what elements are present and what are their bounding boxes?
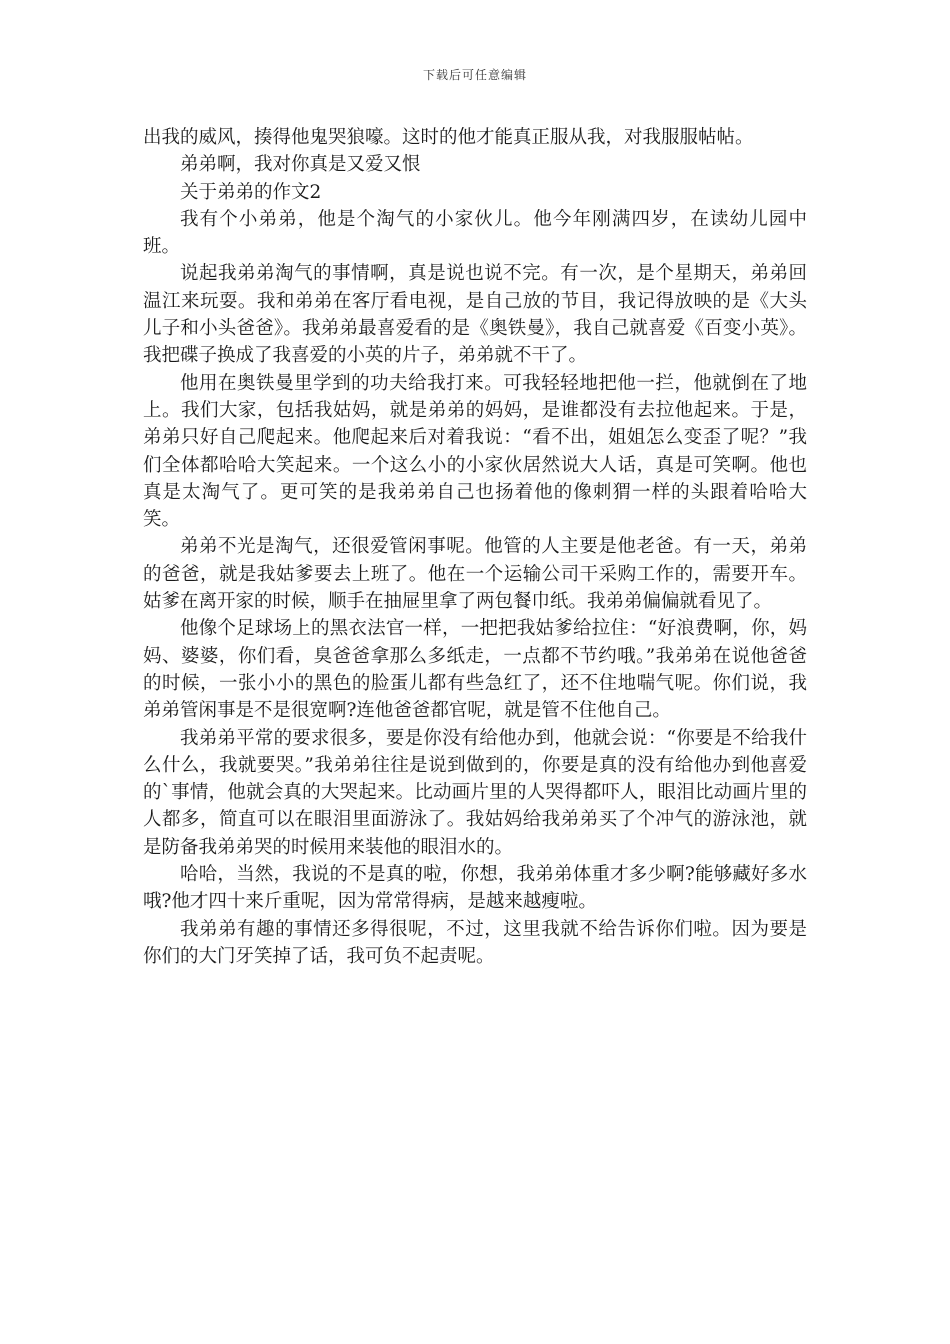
paragraph: 他用在奥铁曼里学到的功夫给我打来。可我轻轻地把他一拦，他就倒在了地上。我们大家，包括我姑妈，就是弟弟的妈妈，是谁都没有去拉他起来。于是，弟弟只好自己爬起来。他爬起来后对着我说：“看不出，姐姐怎么变歪了呢？”我们全体都哈哈大笑起来。一个这么小的小家伙居然说大人话，真是可笑啊。他也真是太淘气了。更可笑的是我弟弟自己也扬着他的像刺猬一样的头跟着哈哈大笑。 bbox=[143, 372, 807, 531]
page-header: 下载后可任意编辑 bbox=[422, 68, 527, 82]
paragraph: 出我的威风，揍得他鬼哭狼嚎。这时的他才能真正服从我，对我服服帖帖。 bbox=[143, 127, 754, 148]
paragraph: 我弟弟平常的要求很多，要是你没有给他办到，他就会说：“你要是不给我什么什么，我就要哭。”我弟弟往往是说到做到的，你要是真的没有给他办到他喜爱的`事情，他就会真的大哭起来。比动画片里的人哭得都吓人，眼泪比动画片里的人都多，简直可以在眼泪里面游泳了。我姑妈给我弟弟买了个冲气的游泳池，就是防备我弟弟哭的时候用来装他的眼泪水的。 bbox=[143, 727, 807, 858]
paragraph: 我有个小弟弟，他是个淘气的小家伙儿。他今年刚满四岁，在读幼儿园中班。 bbox=[143, 208, 807, 258]
paragraph: 我弟弟有趣的事情还多得很呢，不过，这里我就不给告诉你们啦。因为要是你们的大门牙笑掉了话，我可负不起责呢。 bbox=[143, 918, 807, 967]
paragraph: 弟弟啊，我对你真是又爱又恨 bbox=[180, 154, 421, 176]
document-body bbox=[143, 124, 807, 970]
paragraph: 哈哈，当然，我说的不是真的啦，你想，我弟弟体重才多少啊?能够藏好多水哦?他才四十来斤重呢，因为常常得病，是越来越瘦啦。 bbox=[143, 864, 807, 913]
section-title: 关于弟弟的作文2 bbox=[180, 181, 322, 203]
paragraph: 弟弟不光是淘气，还很爱管闲事呢。他管的人主要是他老爸。有一天，弟弟的爸爸，就是我姑爹要去上班了。他在一个运输公司干采购工作的，需要开车。姑爹在离开家的时候，顺手在抽屉里拿了两包餐巾纸。我弟弟偏偏就看见了。 bbox=[143, 536, 807, 613]
paragraph: 他像个足球场上的黑衣法官一样，一把把我姑爹给拉住：“好浪费啊，你，妈妈、婆婆，你们看，臭爸爸拿那么多纸走，一点都不节约哦。”我弟弟在说他爸爸的时候，一张小小的黑色的脸蛋儿都有些急红了，还不住地喘气呢。你们说，我弟弟管闲事是不是很宽啊?连他爸爸都官呢，就是管不住他自己。 bbox=[143, 618, 807, 722]
paragraph: 说起我弟弟淘气的事情啊，真是说也说不完。有一次，是个星期天，弟弟回温江来玩耍。我和弟弟在客厅看电视，是自己放的节目，我记得放映的是《大头儿子和小头爸爸》。我弟弟最喜爱看的是《奥铁曼》，我自己就喜爱《百变小英》。我把碟子换成了我喜爱的小英的片子，弟弟就不干了。 bbox=[143, 263, 807, 367]
